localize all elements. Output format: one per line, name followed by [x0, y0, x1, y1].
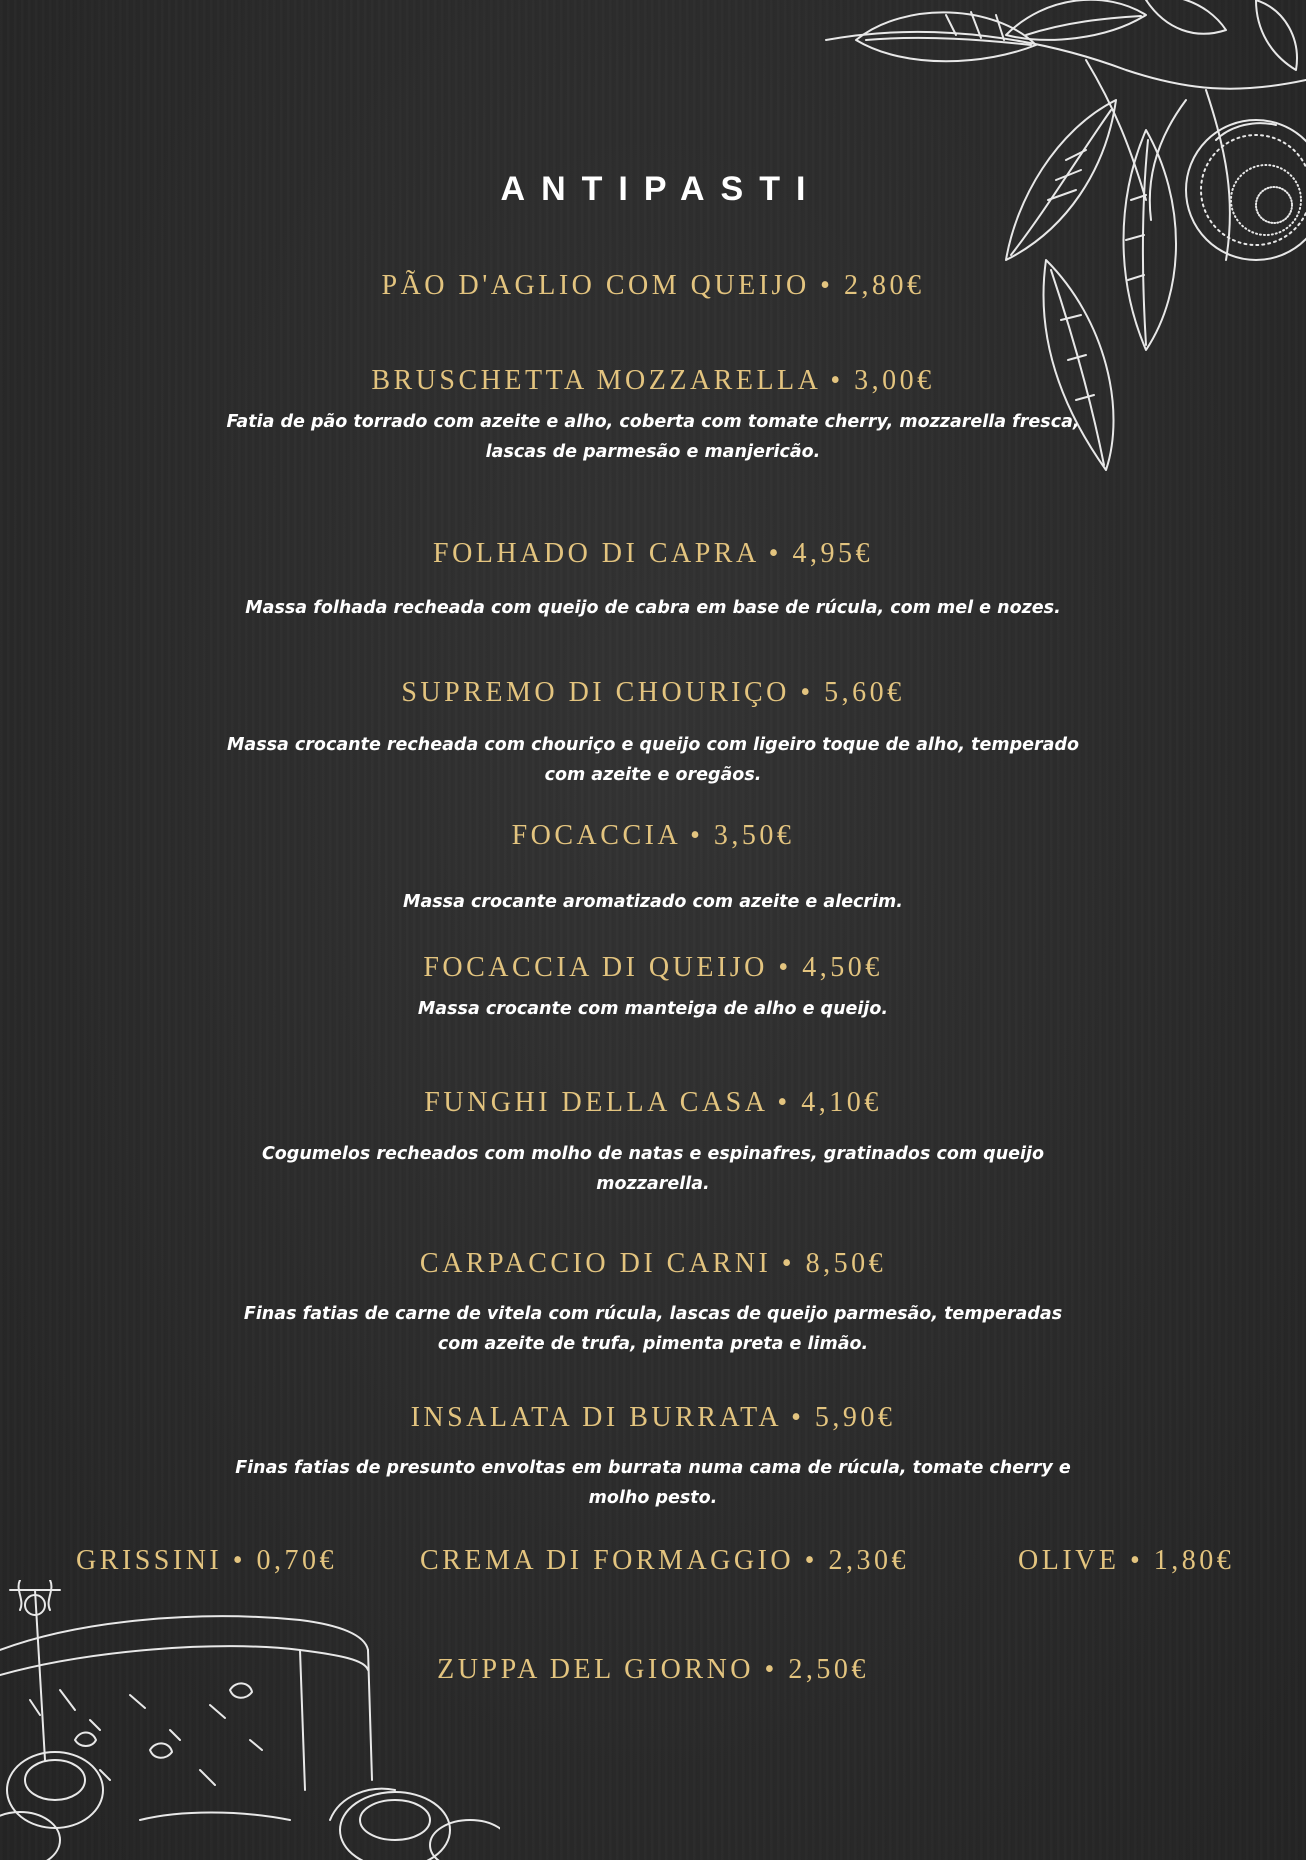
- dish-name: CARPACCIO DI CARNI • 8,50€: [419, 1248, 887, 1279]
- dish-focaccia: [0, 819, 1306, 917]
- dish-folhado: [0, 537, 1306, 623]
- dish-name: SUPREMO DI CHOURIÇO • 5,60€: [401, 677, 905, 708]
- dish-name: FOCACCIA DI QUEIJO • 4,50€: [423, 952, 883, 983]
- dish-focaccia-queijo: [0, 951, 1306, 1024]
- cheese-board-icon: [0, 1580, 500, 1860]
- dish-description: Massa crocante aromatizado com azeite e alecrim.: [403, 892, 903, 912]
- side-olive: OLIVE • 1,80€: [1018, 1545, 1235, 1576]
- dish-burrata: [0, 1401, 1306, 1513]
- dish-name: ZUPPA DEL GIORNO • 2,50€: [437, 1654, 869, 1685]
- dish-description: Finas fatias de carne de vitela com rúcula, lascas de queijo parmesão, temperadas com azeite de trufa, pimenta preta e limão.: [243, 1304, 1063, 1354]
- dish-name: BRUSCHETTA MOZZARELLA • 3,00€: [371, 365, 935, 396]
- dish-description: Massa folhada recheada com queijo de cabra em base de rúcula, com mel e nozes.: [245, 598, 1061, 618]
- dish-bruschetta: [0, 364, 1306, 467]
- page-title: ANTIPASTI: [500, 170, 822, 208]
- side-grissini: GRISSINI • 0,70€: [76, 1545, 338, 1576]
- dish-name: FUNGHI DELLA CASA • 4,10€: [424, 1087, 882, 1118]
- dish-pao-daglio: [0, 269, 1306, 303]
- dish-zuppa: [0, 1653, 1306, 1687]
- dish-description: Finas fatias de presunto envoltas em burrata numa cama de rúcula, tomate cherry e molho pesto.: [235, 1458, 1071, 1508]
- side-crema-formaggio: CREMA DI FORMAGGIO • 2,30€: [420, 1545, 909, 1576]
- dish-carpaccio: [0, 1247, 1306, 1359]
- dish-name: INSALATA DI BURRATA • 5,90€: [410, 1402, 896, 1433]
- dish-name: PÃO D'AGLIO COM QUEIJO • 2,80€: [381, 270, 925, 301]
- dish-description: Fatia de pão torrado com azeite e alho, coberta com tomate cherry, mozzarella fresca, lascas de parmesão e manjericão.: [226, 412, 1080, 462]
- dish-description: Massa crocante com manteiga de alho e queijo.: [417, 999, 889, 1019]
- sides-row: [0, 1545, 1306, 1585]
- dish-supremo: [0, 676, 1306, 790]
- dish-name: FOCACCIA • 3,50€: [511, 820, 795, 851]
- dish-description: Cogumelos recheados com molho de natas e espinafres, gratinados com queijo mozzarella.: [261, 1144, 1045, 1194]
- dish-funghi: [0, 1086, 1306, 1199]
- dish-name: FOLHADO DI CAPRA • 4,95€: [433, 538, 873, 569]
- dish-description: Massa crocante recheada com chouriço e queijo com ligeiro toque de alho, temperado com azeite e oregãos.: [226, 735, 1080, 785]
